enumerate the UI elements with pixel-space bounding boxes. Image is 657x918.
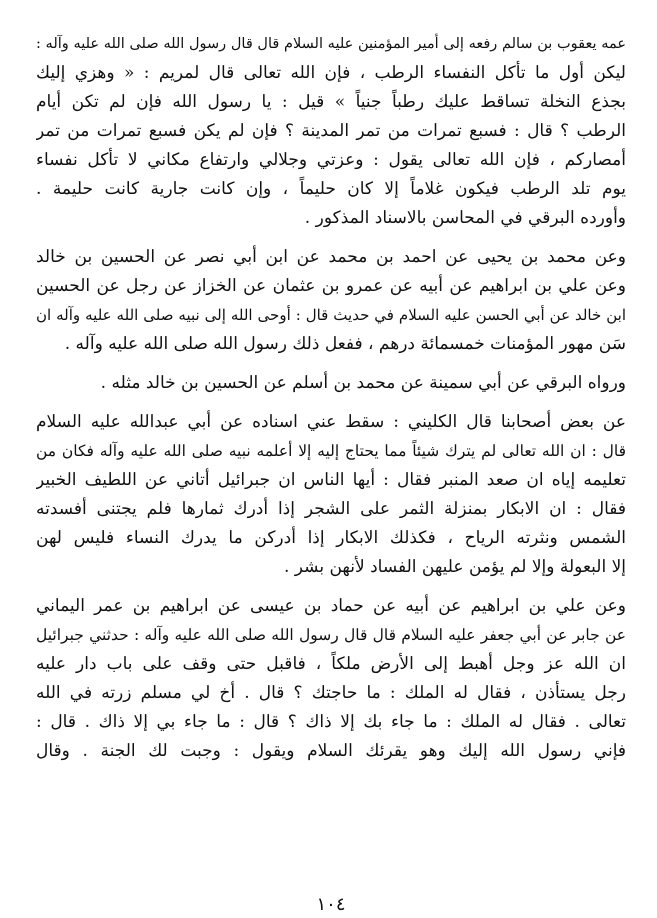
- paragraph-1: [36, 30, 626, 233]
- paragraph-4: [36, 408, 626, 582]
- text-line: فقال : ان الابكار بمنزلة الثمر على الشجر إذا أدرك ثمارها فلم يجتنى أفسدته: [36, 499, 626, 519]
- text-line: إلا البعولة وإلا لم يؤمن عليهن الفساد لأنهن بشر .: [283, 557, 626, 577]
- text-line: تعليمه إياه ان صعد المنبر فقال : أيها الناس ان جبرائيل أتاني عن اللطيف الخبير: [36, 470, 626, 490]
- text-line: وأورده البرقي في المحاسن بالاسناد المذكور .: [304, 208, 626, 228]
- paragraph-2: [36, 243, 626, 359]
- text-line: ليكن أول ما تأكل النفساء الرطب ، فإن الله تعالى قال لمريم : « وهزي إليك: [36, 63, 626, 83]
- text-line: سَن مهور المؤمنات خمسمائة درهم ، ففعل ذلك رسول الله صلى الله عليه وآله .: [64, 334, 626, 354]
- text-line: بجذع النخلة تساقط عليك رطباً جنياً » قيل : يا رسول الله فإن لم تكن أيام: [36, 92, 626, 112]
- text-line: وعن محمد بن يحيى عن احمد بن محمد عن ابن أبي نصر عن الحسين بن خالد: [36, 247, 626, 267]
- text-line: عن بعض أصحابنا قال الكليني : سقط عني اسناده عن أبي عبدالله عليه السلام: [36, 412, 626, 432]
- page-number: ١٠٤: [316, 894, 346, 915]
- document-page: [36, 30, 626, 915]
- text-line: ورواه البرقي عن أبي سمينة عن محمد بن أسلم عن الحسين بن خالد مثله .: [100, 373, 626, 393]
- paragraph-3: [36, 369, 626, 398]
- text-line: عمه يعقوب بن سالم رفعه إلى أمير المؤمنين عليه السلام قال قال رسول الله صلى الله عليه وآله :: [36, 36, 626, 52]
- text-line: رجل يستأذن ، فقال له الملك : ما حاجتك ؟ قال . أخ لي مسلم زرته في الله: [36, 683, 626, 703]
- paragraph-5: [36, 592, 626, 766]
- text-line: قال : ان الله تعالى لم يترك شيئاً مما يحتاج إليه إلا أعلمه نبيه صلى الله عليه وآله فكان من: [36, 442, 626, 460]
- text-line: ابن خالد عن أبي الحسن عليه السلام في حديث قال : أوحى الله إلى نبيه صلى الله عليه وآله ان: [36, 306, 626, 324]
- text-line: ان الله عز وجل أهبط إلى الأرض ملكاً ، فاقبل حتى وقف على باب دار عليه: [36, 654, 626, 674]
- text-line: وعن علي بن ابراهيم عن أبيه عن عمرو بن عثمان عن الخزاز عن رجل عن الحسين: [36, 276, 626, 296]
- text-line: أمصاركم ، فإن الله تعالى يقول : وعزتي وجلالي وارتفاع مكاني لا تأكل نفساء: [36, 150, 626, 170]
- text-line: الشمس ونثرته الرياح ، فكذلك الابكار إذا أدركن ما يدرك النساء فليس لهن: [36, 528, 626, 548]
- text-line: الرطب ؟ قال : فسبع تمرات من تمر المدينة ؟ فإن لم يكن فسبع تمرات من تمر: [36, 121, 626, 141]
- text-line: عن جابر عن أبي جعفر عليه السلام قال قال رسول الله صلى الله عليه وآله : حدثني جبرائيل: [36, 626, 626, 644]
- text-line: فإني رسول الله إليك وهو يقرئك السلام ويقول : وجبت لك الجنة . وقال: [36, 741, 626, 761]
- text-line: وعن علي بن ابراهيم عن أبيه عن حماد بن عيسى عن ابراهيم بن عمر اليماني: [36, 596, 626, 616]
- text-line: يوم تلد الرطب فيكون غلاماً إلا كان حليماً ، وإن كانت جارية كانت حليمة .: [36, 179, 626, 199]
- text-line: تعالى . فقال له الملك : ما جاء بك إلا ذاك ؟ قال : ما جاء بي إلا ذاك . قال :: [36, 712, 626, 732]
